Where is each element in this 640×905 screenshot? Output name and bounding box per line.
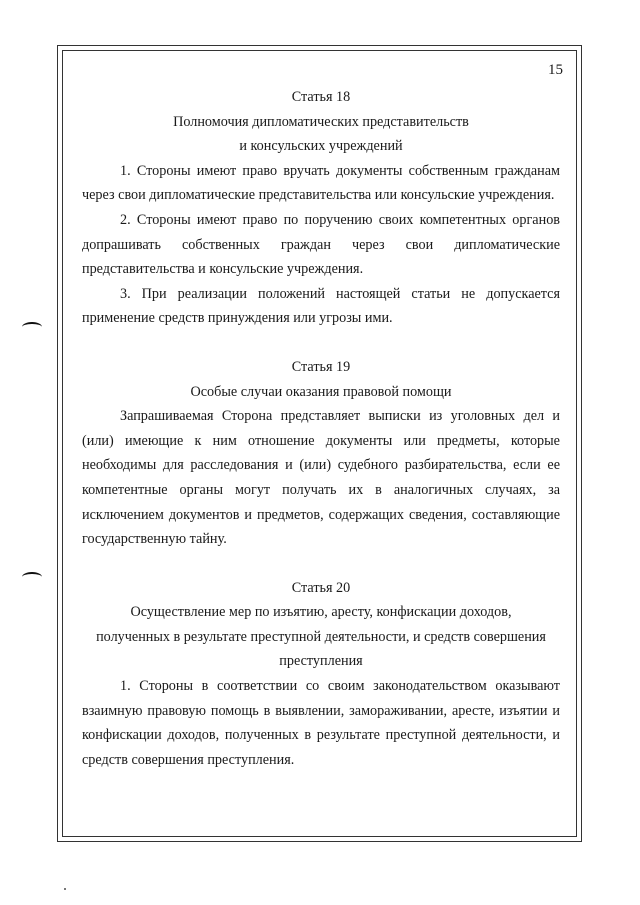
article-title-line: полученных в результате преступной деятельности, и средств совершения [96, 628, 546, 645]
article-paragraph: 1. Стороны имеют право вручать документы собственным гражданам через свои дипломатические представительства или консульские учреждения. [82, 162, 560, 204]
scan-speck [64, 888, 66, 890]
article-paragraph: 1. Стороны в соответствии со своим законодательством оказывают взаимную правовую помощь в выявлении, замораживании, аресте, изъятии и конфискации доходов, полученных в результате преступной деятельности, и средств совершения преступления. [82, 678, 560, 768]
article-paragraph: 3. При реализации положений настоящей статьи не допускается применение средств принуждения или угрозы ими. [82, 285, 560, 327]
article-title-line: преступления [279, 653, 363, 670]
article-title-line: Особые случаи оказания правовой помощи [190, 383, 452, 400]
article-paragraph: Запрашиваемая Сторона представляет выписки из уголовных дел и (или) имеющие к ним отношение документы или предметы, которые необходимы для расследования и (или) судебного разбирательства, если ее компетентные органы могут получать их в аналогичных случаях, за исключением документов и предметов, содержащих сведения, составляющие государственную тайну. [82, 408, 560, 548]
margin-mark [22, 322, 42, 332]
article-title-line: Полномочия дипломатических представительств [173, 113, 469, 130]
article-heading: Статья 18 [291, 89, 351, 105]
article-title-line: и консульских учреждений [239, 138, 403, 155]
article-heading: Статья 20 [291, 579, 351, 596]
section-gap [82, 331, 560, 355]
document-body [82, 85, 560, 772]
section-gap [82, 552, 560, 576]
page-number: 15 [548, 62, 563, 78]
article-paragraph: 2. Стороны имеют право по поручению своих компетентных органов допрашивать собственных граждан через свои дипломатические представительства и консульские учреждения. [82, 211, 560, 278]
article-heading: Статья 19 [291, 358, 351, 375]
margin-mark [22, 572, 42, 582]
article-title-line: Осуществление мер по изъятию, аресту, конфискации доходов, [130, 604, 512, 621]
